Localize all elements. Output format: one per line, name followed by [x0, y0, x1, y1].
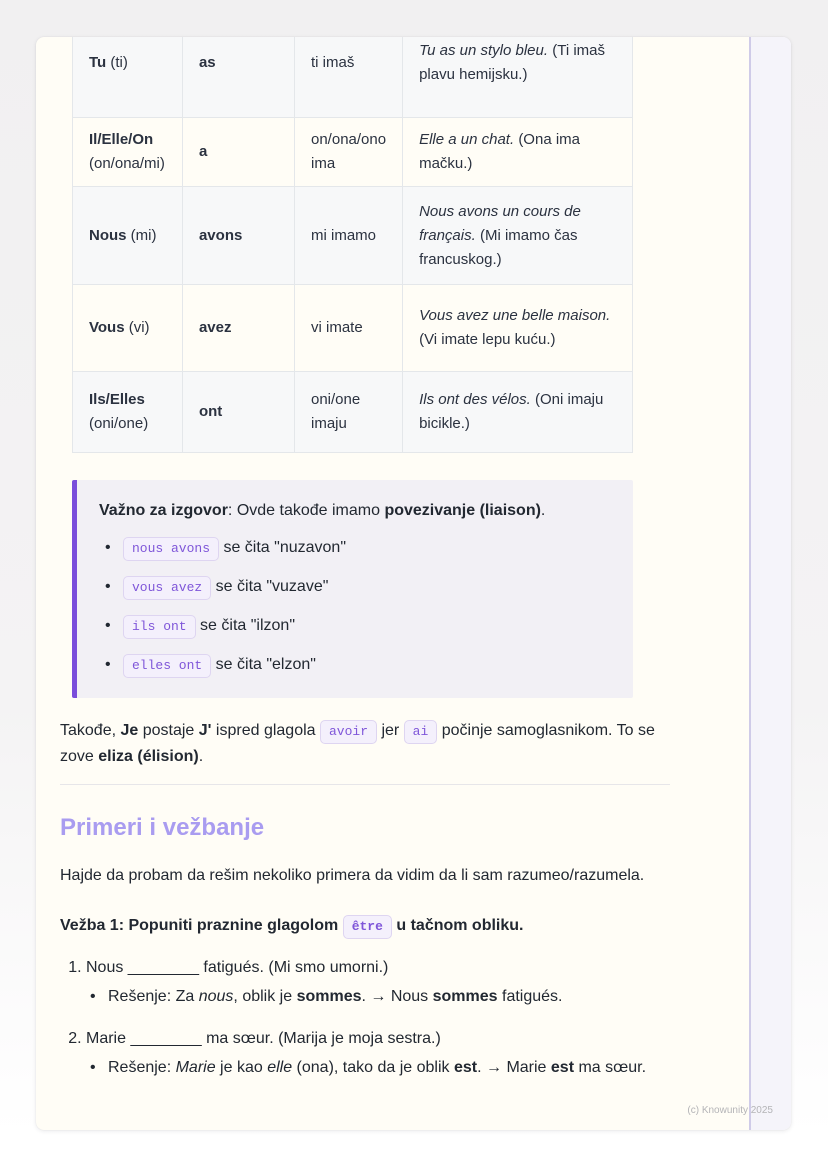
code-chip: nous avons	[123, 537, 219, 561]
bullet-icon: •	[105, 539, 111, 556]
translation: ti imaš	[295, 37, 403, 118]
pronoun-note: (vi)	[128, 319, 150, 336]
pronoun: Ils/Elles	[89, 391, 145, 408]
pronoun-note: (oni/one)	[89, 415, 149, 432]
code-chip: ai	[404, 720, 438, 744]
code-chip: avoir	[320, 720, 377, 744]
example-sentence: Ils ont des vélos.	[419, 391, 531, 408]
blank-line: ________	[127, 959, 199, 976]
example-note: (Vi imate lepu kuću.)	[419, 331, 556, 348]
list-item: • elles ont se čita "elzon"	[99, 652, 609, 678]
example-sentence: Vous avez une belle maison.	[419, 307, 611, 324]
callout-title: Važno za izgovor: Ovde takođe imamo povezivanje (liaison).	[99, 502, 546, 519]
exercise-list	[60, 955, 670, 1081]
exercise-item	[86, 1026, 670, 1081]
section-heading: Primeri i vežbanje	[60, 814, 265, 841]
code-chip: ils ont	[123, 615, 196, 639]
translation: mi imamo	[295, 187, 403, 285]
blank-line: ________	[130, 1030, 202, 1047]
translation: on/ona/ono ima	[295, 118, 403, 187]
exercise-task: Vežba 1: Popuniti praznine glagolom être u tačnom obliku.	[60, 913, 670, 939]
pronunciation-list	[99, 535, 609, 678]
example-sentence: Nous avons un cours de français.	[419, 202, 581, 244]
verb-form: as	[182, 37, 294, 118]
translation: oni/one imaju	[295, 372, 403, 453]
conjugation-table-wrap	[72, 37, 670, 453]
exercise-answer: • Rešenje: Za nous, oblik je sommes. → Nous sommes fatigués.	[86, 984, 670, 1010]
table-row	[73, 372, 633, 453]
list-item: • nous avons se čita "nuzavon"	[99, 535, 609, 561]
verb-form: a	[182, 118, 294, 187]
pronoun: Nous	[89, 226, 127, 244]
conjugation-table	[72, 37, 633, 453]
bullet-icon: •	[105, 578, 111, 595]
pronoun: Tu	[89, 53, 107, 71]
pronoun-note: (mi)	[130, 226, 157, 244]
pronoun: Il/Elle/On	[89, 131, 154, 148]
list-item: • ils ont se čita "ilzon"	[99, 613, 609, 639]
bullet-icon: •	[90, 988, 96, 1005]
example-note: (Ti imaš plavu hemijsku.)	[419, 41, 605, 83]
bullet-icon: •	[90, 1059, 96, 1076]
page-edge-strip	[749, 37, 791, 1130]
bullet-icon: •	[105, 656, 111, 673]
pronoun: Vous	[89, 319, 125, 336]
pronoun-note: (on/ona/mi)	[89, 155, 165, 172]
verb-form: avons	[182, 187, 294, 285]
table-row	[73, 118, 633, 187]
pronoun-note: (ti)	[110, 53, 128, 71]
list-item: • vous avez se čita "vuzave"	[99, 574, 609, 600]
document-page	[36, 37, 791, 1130]
bullet-icon: •	[105, 617, 111, 634]
exercise-question: 2. Marie ________ ma sœur. (Marija je moja sestra.)	[86, 1030, 441, 1047]
table-row	[73, 187, 633, 285]
example-note: (Oni imaju bicikle.)	[419, 391, 604, 432]
table-row	[73, 285, 633, 372]
elision-paragraph: Takođe, Je postaje J' ispred glagola avoir jer ai počinje samoglasnikom. To se zove eliza (élision).	[60, 722, 655, 765]
page-content	[60, 37, 670, 1097]
example-sentence: Elle a un chat.	[419, 131, 515, 148]
table-row	[73, 37, 633, 118]
intro-paragraph: Hajde da probam da rešim nekoliko primera da vidim da li sam razumeo/razumela.	[60, 867, 645, 884]
copyright-watermark: (c) Knowunity 2025	[687, 1105, 773, 1116]
exercise-question: 1. Nous ________ fatigués. (Mi smo umorni.)	[86, 959, 389, 976]
section-divider	[60, 784, 670, 785]
example-note: (Ona ima mačku.)	[419, 131, 580, 172]
code-chip: vous avez	[123, 576, 211, 600]
verb-form: ont	[182, 372, 294, 453]
example-note: (Mi imamo čas francuskog.)	[419, 226, 578, 268]
verb-form: avez	[182, 285, 294, 372]
example-sentence: Tu as un stylo bleu.	[419, 41, 549, 59]
code-chip: elles ont	[123, 654, 211, 678]
code-chip: être	[343, 915, 392, 939]
exercise-answer: • Rešenje: Marie je kao elle (ona), tako da je oblik est. → Marie est ma sœur.	[86, 1055, 670, 1081]
translation: vi imate	[295, 285, 403, 372]
exercise-item	[86, 955, 670, 1010]
pronunciation-callout	[72, 480, 633, 698]
